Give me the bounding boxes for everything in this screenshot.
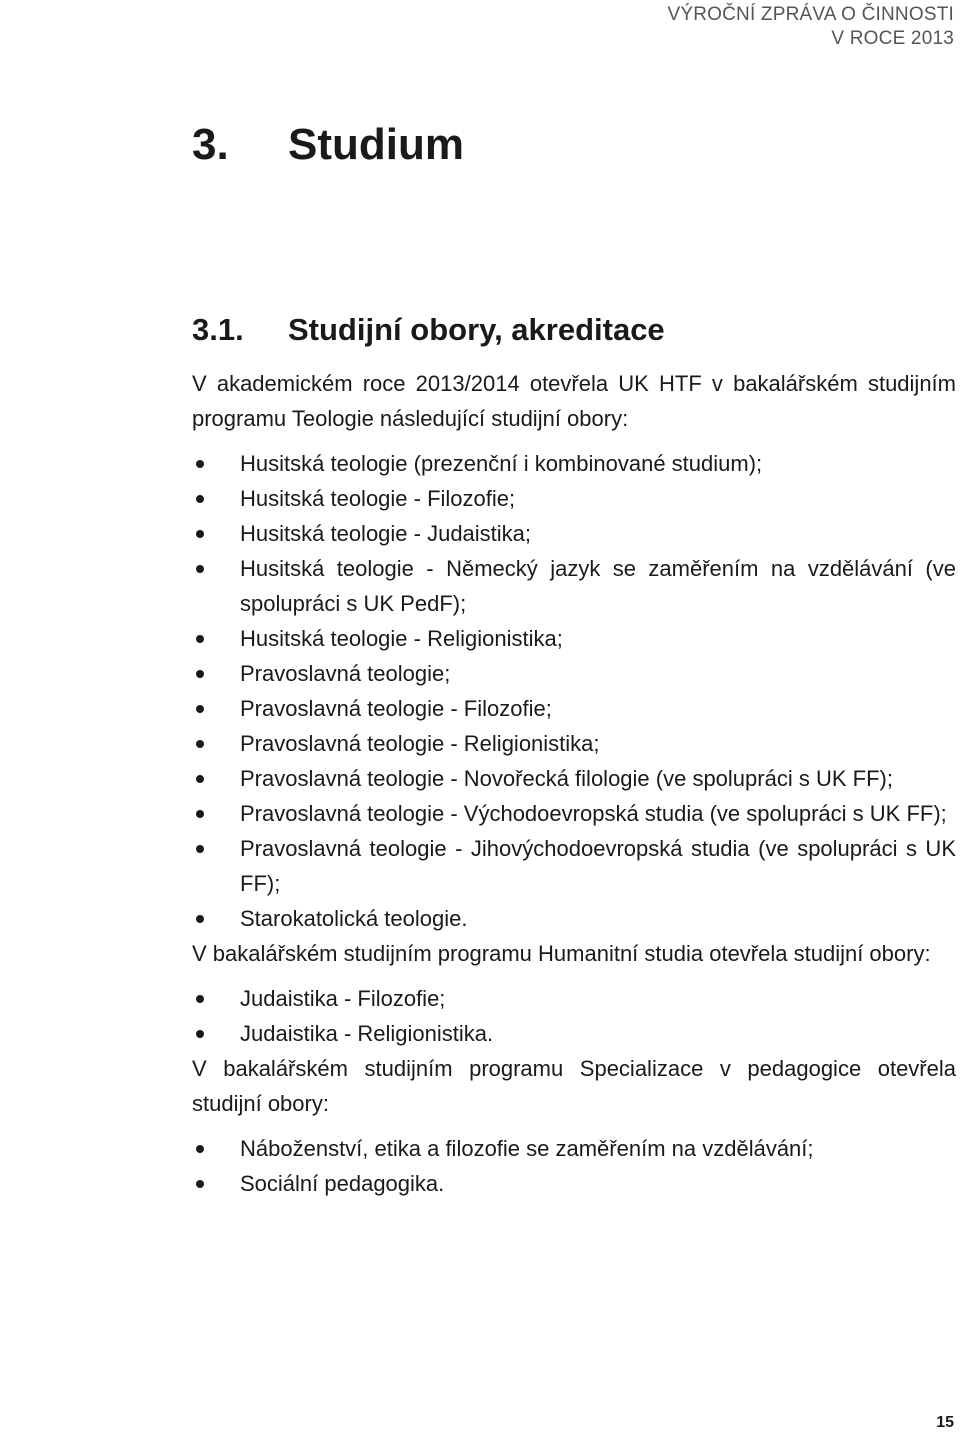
- list-item: Husitská teologie (prezenční i kombinované studium);: [192, 446, 956, 481]
- list-item: Náboženství, etika a filozofie se zaměřením na vzdělávání;: [192, 1131, 956, 1166]
- chapter-heading: [192, 118, 464, 172]
- chapter-title: Studium: [288, 120, 464, 169]
- page-number: 15: [936, 1414, 954, 1431]
- list-item: Pravoslavná teologie;: [192, 656, 956, 691]
- intro-paragraph: V akademickém roce 2013/2014 otevřela UK HTF v bakalářském studijním programu Teologie následující studijní obory:: [192, 371, 956, 431]
- humanities-paragraph: V bakalářském studijním programu Humanitní studia otevřela studijní obory:: [192, 941, 931, 966]
- section-title: Studijní obory, akreditace: [288, 312, 665, 347]
- list-item: Sociální pedagogika.: [192, 1166, 956, 1201]
- humanities-fields-list: [192, 981, 956, 1051]
- list-item: Husitská teologie - Filozofie;: [192, 481, 956, 516]
- list-item: Husitská teologie - Německý jazyk se zaměřením na vzdělávání (ve spolupráci s UK PedF);: [192, 551, 956, 621]
- body-text: [192, 366, 956, 1201]
- list-item: Pravoslavná teologie - Filozofie;: [192, 691, 956, 726]
- section-heading: [192, 310, 665, 350]
- list-item: Pravoslavná teologie - Jihovýchodoevropská studia (ve spolupráci s UK FF);: [192, 831, 956, 901]
- header-line-2: V ROCE 2013: [831, 28, 954, 49]
- list-item: Husitská teologie - Judaistika;: [192, 516, 956, 551]
- list-item: Judaistika - Filozofie;: [192, 981, 956, 1016]
- header-line-1: VÝROČNÍ ZPRÁVA O ČINNOSTI: [667, 4, 954, 25]
- list-item: Husitská teologie - Religionistika;: [192, 621, 956, 656]
- list-item: Judaistika - Religionistika.: [192, 1016, 956, 1051]
- pedagogy-fields-list: [192, 1131, 956, 1201]
- chapter-number: 3.: [192, 120, 229, 169]
- list-item: Starokatolická teologie.: [192, 901, 956, 936]
- pedagogy-paragraph: V bakalářském studijním programu Specializace v pedagogice otevřela studijní obory:: [192, 1056, 956, 1116]
- list-item: Pravoslavná teologie - Novořecká filologie (ve spolupráci s UK FF);: [192, 761, 956, 796]
- list-item: Pravoslavná teologie - Východoevropská studia (ve spolupráci s UK FF);: [192, 796, 956, 831]
- running-header: [667, 3, 954, 51]
- section-number: 3.1.: [192, 312, 244, 347]
- theology-fields-list: [192, 446, 956, 936]
- list-item: Pravoslavná teologie - Religionistika;: [192, 726, 956, 761]
